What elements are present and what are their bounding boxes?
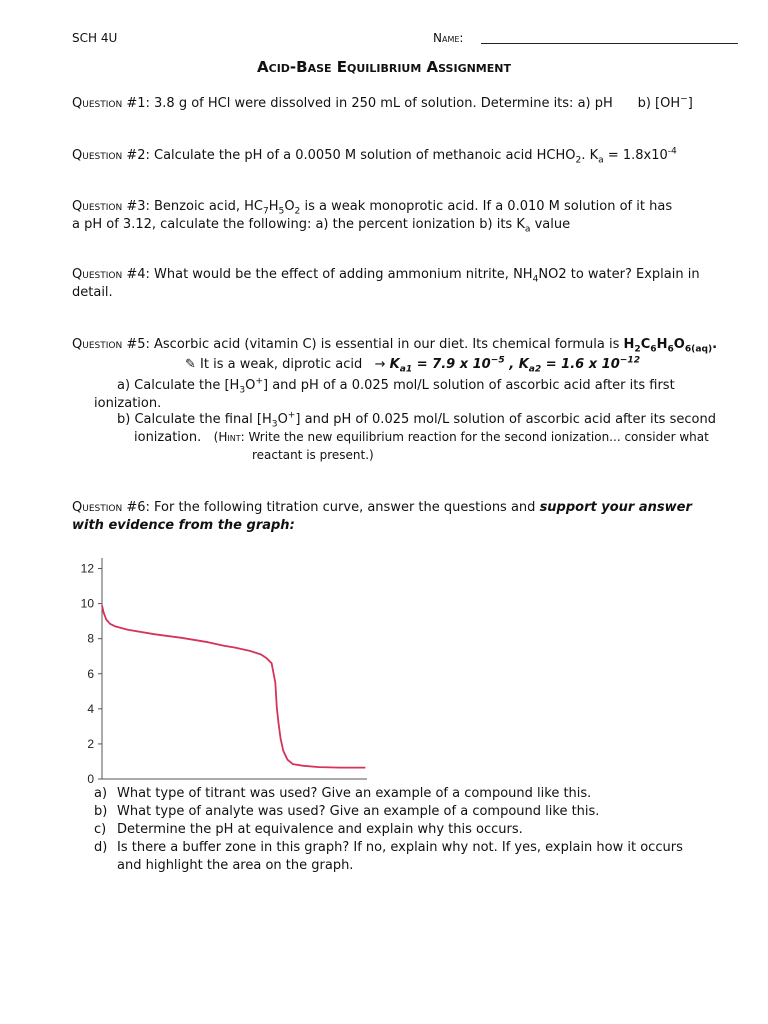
question-label: Question #3: [72, 199, 150, 214]
chemical-formula: $H_2C_6H_6O_{6(aq)}$. [623, 337, 718, 355]
titration-curve-chart [75, 550, 375, 786]
question-text: For the following titration curve, answer the questions and [154, 500, 536, 515]
ka-values: $K_{a1} = 7.9$ x $10^{-5}$ , $K_{a2} = 1.6$ x $10^{-12}$ [389, 355, 641, 375]
question-5a-line-2: ionization. [94, 396, 162, 411]
question-5a: a) Calculate the $[H_3O^+]$ and pH of a 0.025 mol/L solution of ascorbic acid after its first [117, 376, 675, 396]
y-tick-label: 2 [87, 736, 94, 751]
y-tick-label: 6 [87, 666, 94, 681]
question-text: Ascorbic acid (vitamin C) is essential in our diet. Its chemical formula is [154, 337, 620, 352]
titration-curve-line [102, 605, 365, 767]
question-label: Question #6: [72, 500, 150, 515]
question-label: Question #2: [72, 148, 150, 163]
question-part-b: b) [OH−] [637, 94, 693, 111]
question-5 [72, 336, 717, 354]
question-4-line-2: detail. [72, 285, 113, 300]
y-tick-label: 0 [87, 772, 94, 786]
y-tick-label: 12 [80, 561, 94, 576]
name-label: Name: [433, 31, 464, 45]
question-6-emphasis-line-2: with evidence from the graph: [72, 518, 295, 533]
question-label: Question #1: [72, 96, 150, 111]
question-5b: b) Calculate the final $[H_3O^+]$ and pH of 0.025 mol/L solution of ascorbic acid after its second [117, 410, 716, 430]
y-tick-label: 8 [87, 631, 94, 646]
question-6 [72, 499, 692, 517]
question-4 [72, 266, 700, 284]
pencil-icon: ✎ [185, 357, 196, 372]
question-label: Question #5: [72, 337, 150, 352]
list-item: d) Is there a buffer zone in this graph? If no, explain why not. If yes, explain how it occurs [94, 840, 683, 855]
question-5b-line-2: ionization. (Hint: Write the new equilibrium reaction for the second ionization... consider what [134, 430, 709, 445]
question-5-bullet: ✎ It is a weak, diprotic acid → $K_{a1} = 7.9$ x $10^{-5}$ , $K_{a2} = 1.6$ x $10^{-12}$ [185, 355, 641, 375]
y-tick-label: 10 [80, 596, 94, 611]
list-item: a) What type of titrant was used? Give an example of a compound like this. [94, 786, 592, 801]
name-field-line[interactable] [481, 43, 738, 44]
question-6-list [94, 785, 683, 875]
y-tick-label: 4 [87, 701, 94, 716]
course-code: SCH 4U [72, 31, 118, 45]
question-2 [72, 147, 677, 165]
question-text: Calculate the pH of a 0.0050 M solution of methanoic acid $HCHO_2$. $K_a = 1.8x10^{-4}$ [154, 146, 677, 166]
hint-line-2: reactant is present.) [252, 448, 374, 462]
question-3-line-2: a pH of 3.12, calculate the following: a) the percent ionization b) its $K_a$ value [72, 217, 571, 235]
question-3 [72, 198, 672, 216]
question-text: 3.8 g of HCl were dissolved in 250 mL of solution. Determine its: a) pH [154, 96, 613, 111]
list-item: b) What type of analyte was used? Give an example of a compound like this. [94, 804, 600, 819]
emphasis-text: support your answer [539, 500, 692, 515]
list-item: and highlight the area on the graph. [117, 858, 354, 873]
list-item: c) Determine the pH at equivalence and explain why this occurs. [94, 822, 523, 837]
question-text: Benzoic acid, $HC_7H_5O_2$ is a weak monoprotic acid. If a 0.010 M solution of it has [154, 199, 673, 217]
question-1 [72, 95, 693, 113]
hint: (Hint: Write the new equilibrium reaction for the second ionization... consider what [213, 430, 709, 444]
question-text: What would be the effect of adding ammonium nitrite, $NH_4NO2$ to water? Explain in [154, 267, 700, 285]
question-label: Question #4: [72, 267, 150, 282]
page-title: Acid-Base Equilibrium Assignment [257, 58, 511, 76]
arrow-right-icon: → [374, 357, 386, 372]
